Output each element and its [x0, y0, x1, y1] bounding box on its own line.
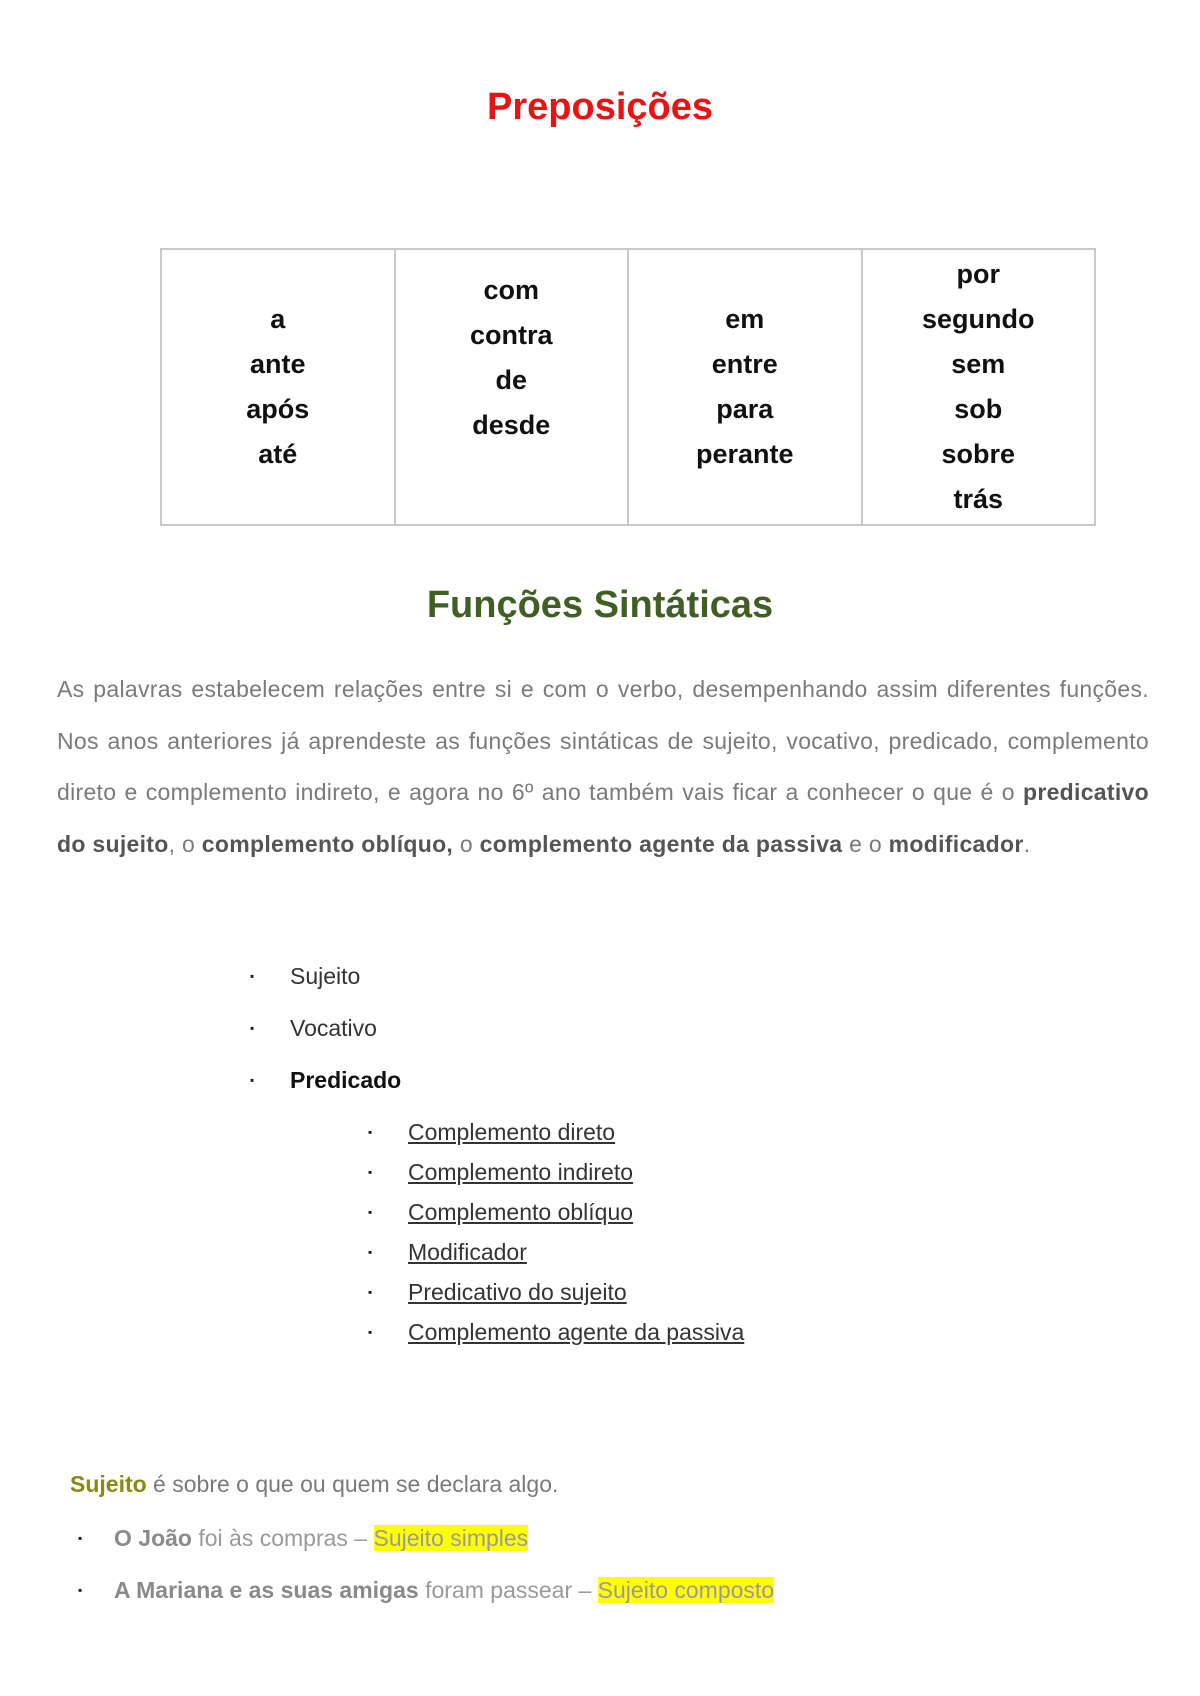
preposition: por [956, 259, 1000, 289]
preposition: para [716, 394, 774, 424]
example-text: foram passear – [418, 1577, 598, 1603]
examples-list [78, 1512, 774, 1616]
square-bullet-icon: ▪ [368, 1125, 373, 1139]
preposition: desde [472, 410, 551, 440]
prepositions-column-1 [161, 249, 395, 525]
example-item [78, 1564, 774, 1616]
intro-bold-term: predicativo do sujeito [57, 779, 1149, 857]
intro-bold-term: modificador [888, 830, 1024, 857]
sublist-link[interactable]: Complemento agente da passiva [408, 1319, 745, 1345]
example-type-highlight: Sujeito simples [373, 1525, 529, 1551]
square-bullet-icon: ▪ [78, 1583, 83, 1597]
intro-text: , o [168, 830, 202, 857]
list-item [250, 1002, 401, 1054]
prepositions-column-4 [862, 249, 1096, 525]
preposition: sob [954, 394, 1003, 424]
predicate-sublist [368, 1112, 744, 1352]
list-item-label: Predicado [290, 1067, 402, 1093]
sublist-link[interactable]: Complemento oblíquo [408, 1199, 634, 1225]
sujeito-definition-text: é sobre o que ou quem se declara algo. [146, 1471, 559, 1497]
square-bullet-icon: ▪ [78, 1531, 83, 1545]
preposition: após [246, 394, 310, 424]
square-bullet-icon: ▪ [250, 1021, 255, 1035]
intro-text: e o [842, 830, 889, 857]
sublist-item[interactable] [368, 1232, 744, 1272]
sujeito-term: Sujeito [70, 1471, 147, 1497]
list-item [250, 1054, 401, 1106]
list-item-label: Vocativo [290, 1015, 377, 1041]
intro-bold-term: complemento agente da passiva [479, 830, 843, 857]
intro-bold-term: complemento oblíquo, [201, 830, 454, 857]
preposition: segundo [922, 304, 1035, 334]
intro-paragraph [57, 664, 1149, 870]
example-subject: A Mariana e as suas amigas [114, 1577, 419, 1603]
preposition: em [725, 304, 765, 334]
page-title: Preposições [487, 86, 713, 128]
sublist-item[interactable] [368, 1112, 744, 1152]
square-bullet-icon: ▪ [368, 1285, 373, 1299]
list-item [250, 950, 401, 1002]
preposition: sem [951, 349, 1006, 379]
preposition: entre [711, 349, 778, 379]
prepositions-column-2 [395, 249, 629, 525]
preposition: trás [953, 484, 1004, 514]
preposition: sobre [941, 439, 1016, 469]
preposition: perante [695, 439, 794, 469]
sublist-link[interactable]: Modificador [408, 1239, 527, 1265]
square-bullet-icon: ▪ [368, 1325, 373, 1339]
square-bullet-icon: ▪ [250, 1073, 255, 1087]
square-bullet-icon: ▪ [250, 969, 255, 983]
intro-text: As palavras estabelecem relações entre si e com o verbo, desempenhando assim diferentes funções. Nos anos anteriores já aprendeste as funções sintáticas de sujeito, vocativo, predicado, complemento direto e complemento indireto, e agora no 6º ano também vais ficar a conhecer o que é o [57, 676, 1149, 805]
example-text: foi às compras – [191, 1525, 374, 1551]
preposition: contra [469, 320, 553, 350]
preposition: até [258, 439, 298, 469]
square-bullet-icon: ▪ [368, 1165, 373, 1179]
list-item-label: Sujeito [290, 963, 361, 989]
sujeito-definition [70, 1464, 558, 1504]
section-title: Funções Sintáticas [426, 584, 774, 626]
functions-list [250, 950, 401, 1106]
sublist-item[interactable] [368, 1312, 744, 1352]
sublist-item[interactable] [368, 1272, 744, 1312]
intro-text: o [453, 830, 480, 857]
prepositions-column-3 [628, 249, 862, 525]
sublist-link[interactable]: Predicativo do sujeito [408, 1279, 627, 1305]
square-bullet-icon: ▪ [368, 1245, 373, 1259]
preposition: de [495, 365, 527, 395]
example-item [78, 1512, 774, 1564]
intro-text: . [1023, 830, 1031, 857]
square-bullet-icon: ▪ [368, 1205, 373, 1219]
sublist-link[interactable]: Complemento direto [408, 1119, 616, 1145]
preposition: ante [249, 349, 306, 379]
sublist-link[interactable]: Complemento indireto [408, 1159, 634, 1185]
sublist-item[interactable] [368, 1152, 744, 1192]
example-subject: O João [114, 1525, 192, 1551]
preposition: com [483, 275, 540, 305]
sublist-item[interactable] [368, 1192, 744, 1232]
prepositions-table [160, 248, 1096, 526]
preposition: a [270, 304, 286, 334]
example-type-highlight: Sujeito composto [597, 1577, 775, 1603]
